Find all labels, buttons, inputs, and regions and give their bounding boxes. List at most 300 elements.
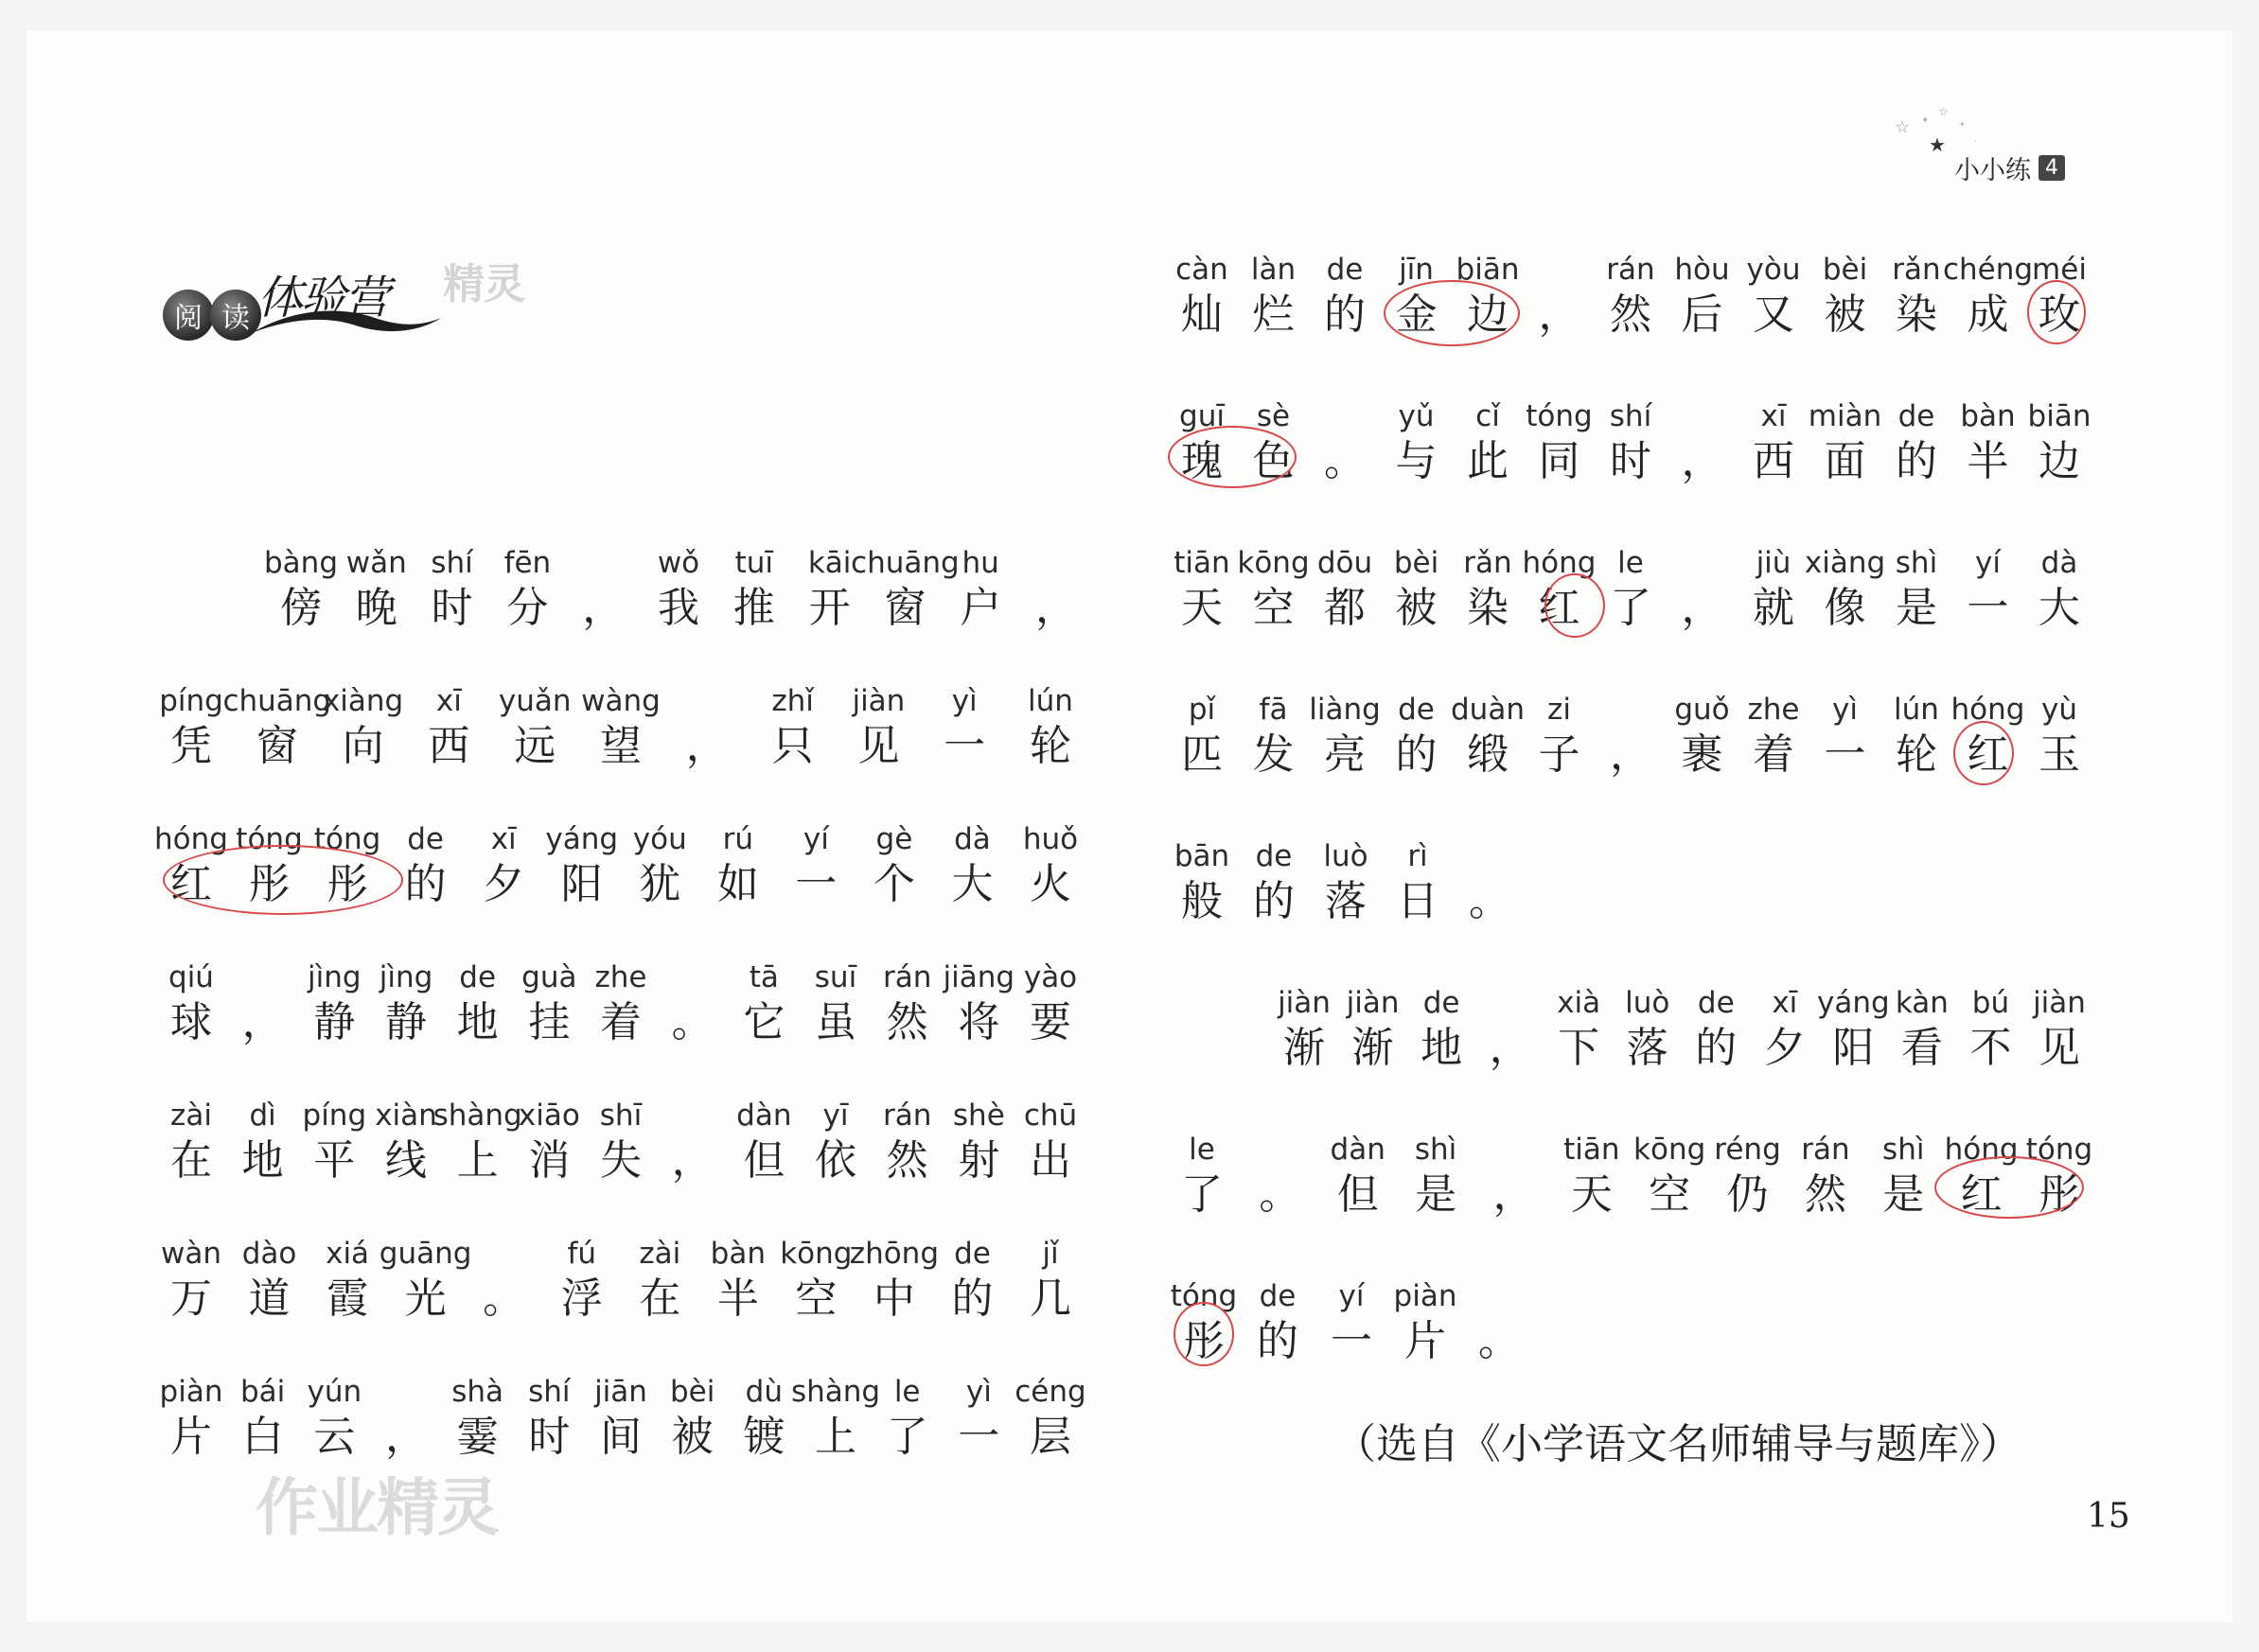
pinyin: guà [521, 960, 577, 994]
hanzi: 傍 [280, 584, 322, 632]
pinyin: bàn [1960, 399, 2016, 433]
hanzi: 的 [1253, 877, 1295, 925]
pinyin: fēn [503, 546, 552, 580]
hanzi: 球 [170, 998, 212, 1046]
char-cell [2021, 692, 2097, 782]
hanzi: 霞 [326, 1274, 369, 1323]
hanzi: 后 [1681, 290, 1723, 339]
pinyin: réng [1714, 1133, 1781, 1167]
pinyin: kàn [1895, 986, 1949, 1020]
pinyin: bèi [1393, 546, 1439, 580]
pinyin: tóng [1170, 1279, 1238, 1313]
hanzi: 半 [1967, 437, 2009, 485]
pinyin: yì [965, 1375, 992, 1409]
logo-bubble-2: 读 [210, 290, 261, 341]
hanzi: 一 [1967, 584, 2009, 632]
hanzi: 是 [1882, 1170, 1925, 1219]
pinyin: céng [1015, 1375, 1086, 1409]
hanzi: 在 [639, 1274, 681, 1323]
pinyin: zhǐ [771, 684, 814, 718]
hanzi: 夕 [483, 860, 525, 908]
pinyin: yào [1023, 960, 1078, 994]
hanzi: 。 [1324, 437, 1366, 485]
hanzi: 匹 [1181, 730, 1223, 779]
hanzi: ， [1538, 290, 1580, 339]
hanzi: 时 [1610, 437, 1651, 485]
pinyin: lún [1894, 693, 1939, 727]
hanzi: 地 [241, 1136, 284, 1185]
hanzi: 在 [170, 1136, 212, 1185]
pinyin: suī [814, 960, 857, 994]
hanzi: ， [582, 584, 625, 632]
pinyin: de [1259, 1279, 1297, 1313]
hanzi: 着 [1753, 730, 1794, 779]
logo-script-text: 体验营 [257, 272, 389, 325]
lesson-number-badge: 4 [2038, 155, 2065, 181]
pinyin: luò [1323, 839, 1368, 873]
hanzi: 玫 [2038, 290, 2080, 339]
pinyin [1395, 838, 1584, 874]
pinyin: yáng [545, 822, 619, 856]
pinyin: chuāng [851, 546, 960, 580]
pinyin: guǒ [1674, 693, 1730, 727]
pinyin: bú [1971, 986, 2010, 1020]
hanzi: 虽 [815, 998, 856, 1046]
pinyin: de [1326, 253, 1364, 287]
pinyin: shí [1609, 399, 1652, 433]
hanzi: 空 [1649, 1170, 1691, 1219]
pinyin: càn [1175, 253, 1228, 287]
pinyin: shàng [790, 1375, 881, 1409]
lesson-label: 小小练 [1954, 155, 2031, 185]
hanzi: 边 [2038, 437, 2080, 485]
pinyin: tóng [1526, 399, 1593, 433]
hanzi: 上 [456, 1136, 499, 1185]
hanzi: 着 [600, 998, 642, 1046]
hanzi: 然 [1610, 290, 1651, 339]
pinyin: duàn [1451, 693, 1525, 727]
hanzi: 浮 [560, 1274, 603, 1323]
hanzi: 红 [1967, 730, 2009, 779]
char-cell [2021, 545, 2097, 636]
hanzi: 。 [1469, 877, 1510, 925]
hanzi: 缎 [1467, 730, 1509, 779]
pinyin: jìng [379, 960, 433, 994]
hanzi: 片 [170, 1413, 212, 1461]
pinyin: yí [803, 822, 829, 856]
pinyin: píng [159, 684, 223, 718]
hanzi: 彤 [326, 860, 369, 908]
hanzi: 染 [1467, 584, 1509, 632]
hanzi: 它 [743, 998, 785, 1046]
hanzi: 看 [1900, 1024, 1943, 1072]
hanzi: 射 [958, 1136, 1000, 1185]
pinyin: cǐ [1475, 399, 1500, 433]
logo-watermark-text: 精灵 [443, 260, 524, 308]
hanzi: 。 [671, 998, 714, 1046]
pinyin: rǎn [1892, 253, 1941, 287]
pinyin: dōu [1316, 546, 1373, 580]
pinyin: tā [749, 960, 779, 994]
pinyin: fā [1259, 693, 1288, 727]
pinyin: qiú [168, 960, 214, 994]
hanzi: 几 [1030, 1274, 1071, 1323]
pinyin: xià [1557, 986, 1601, 1020]
pinyin: dà [2040, 546, 2078, 580]
hanzi: 万 [170, 1274, 212, 1323]
pinyin: guī [1179, 399, 1225, 433]
pinyin: bān [1174, 839, 1230, 873]
hanzi: 的 [404, 860, 447, 908]
text-line [0, 252, 2259, 343]
hanzi: 。 [1259, 1170, 1301, 1219]
hanzi: 个 [873, 860, 915, 908]
pinyin: de [1897, 399, 1935, 433]
hanzi: 彤 [1183, 1317, 1225, 1365]
pinyin: xī [1772, 986, 1798, 1020]
text-line [0, 692, 2259, 782]
svg-text:★: ★ [1929, 133, 1946, 156]
pinyin: yáng [1817, 986, 1890, 1020]
hanzi: 是 [1896, 584, 1937, 632]
svg-text:·: · [1974, 137, 1977, 146]
pinyin: dì [249, 1098, 276, 1133]
text-line [0, 545, 2259, 636]
pinyin: shì [1414, 1133, 1457, 1167]
pinyin: de [459, 960, 497, 994]
pinyin: yí [1338, 1279, 1365, 1313]
hanzi: 窗 [884, 584, 927, 632]
hanzi: 云 [313, 1413, 356, 1461]
text-line [0, 985, 2259, 1076]
hanzi: 见 [2038, 1024, 2080, 1072]
pinyin: zhe [594, 960, 647, 994]
hanzi: 的 [1324, 290, 1366, 339]
pinyin: bèi [669, 1375, 715, 1409]
lesson-tag [1954, 147, 2065, 188]
pinyin: hóng [154, 822, 228, 856]
pinyin: yún [307, 1375, 362, 1409]
hanzi: 般 [1181, 877, 1223, 925]
pinyin: le [893, 1375, 921, 1409]
hanzi: 一 [1331, 1317, 1372, 1365]
pinyin: xiàng [1804, 546, 1886, 580]
hanzi: 层 [1030, 1413, 1071, 1461]
pinyin: jiān [594, 1375, 647, 1409]
hanzi: 一 [795, 860, 838, 908]
pinyin: rì [1407, 839, 1428, 873]
pinyin: bàng [264, 546, 338, 580]
hanzi: 时 [528, 1413, 571, 1461]
pinyin: wǎn [345, 546, 407, 580]
pinyin: dào [241, 1237, 297, 1271]
hanzi: ， [1035, 584, 1077, 632]
pinyin: yóu [632, 822, 687, 856]
pinyin: de [1422, 986, 1460, 1020]
char-cell [2021, 985, 2097, 1076]
pinyin: dà [954, 822, 991, 856]
hanzi: 依 [815, 1136, 856, 1185]
pinyin: méi [2032, 253, 2087, 287]
hanzi: 同 [1538, 437, 1580, 485]
pinyin: xiá [326, 1237, 370, 1271]
hanzi: 落 [1626, 1024, 1668, 1072]
pinyin: dù [745, 1375, 783, 1409]
hanzi: 空 [1252, 584, 1295, 632]
pinyin: xī [1760, 399, 1787, 433]
pinyin: hóng [1944, 1133, 2019, 1167]
hanzi: 天 [1570, 1170, 1613, 1219]
pinyin: xiāo [518, 1098, 580, 1133]
hanzi: 大 [2038, 584, 2080, 632]
hanzi: 夕 [1763, 1024, 1806, 1072]
pinyin: chuāng [222, 684, 332, 718]
hanzi: 了 [886, 1413, 928, 1461]
hanzi: 静 [313, 998, 356, 1046]
text-line [0, 1132, 2259, 1222]
hanzi: 的 [1896, 437, 1937, 485]
pinyin: wàng [581, 684, 661, 718]
hanzi: 彤 [248, 860, 291, 908]
hanzi: 但 [1336, 1170, 1379, 1219]
pinyin: tuī [734, 546, 773, 580]
pinyin: bàn [710, 1237, 766, 1271]
char-cell [2021, 1132, 2097, 1222]
hanzi: 又 [1753, 290, 1794, 339]
pinyin: rán [882, 960, 932, 994]
pinyin: tiān [1563, 1133, 1620, 1167]
pinyin: le [1189, 1133, 1215, 1167]
hanzi: 灿 [1181, 290, 1223, 339]
pinyin: hóng [1950, 693, 2025, 727]
hanzi: 远 [514, 722, 556, 770]
hanzi: 出 [1030, 1136, 1071, 1185]
hanzi: 。 [483, 1274, 525, 1323]
hanzi: 窗 [256, 722, 298, 770]
pinyin: hòu [1674, 253, 1730, 287]
pinyin: hu [962, 546, 999, 580]
hanzi: 西 [1753, 437, 1794, 485]
pinyin: zi [1547, 693, 1571, 727]
pinyin: jiàn [1346, 986, 1400, 1020]
hanzi: 凭 [170, 722, 212, 770]
pinyin: sè [1256, 399, 1291, 433]
hanzi: 白 [241, 1413, 284, 1461]
pinyin: biān [2027, 399, 2091, 433]
hanzi: 金 [1395, 290, 1438, 339]
hanzi: 地 [1421, 1024, 1463, 1072]
pinyin: shí [528, 1375, 571, 1409]
hanzi: 一 [958, 1413, 1000, 1461]
hanzi: 阳 [560, 860, 603, 908]
hanzi: 西 [428, 722, 470, 770]
pinyin: jiāng [943, 960, 1015, 994]
hanzi: 彤 [2038, 1170, 2080, 1219]
svg-text:☆: ☆ [1895, 117, 1911, 137]
hanzi: 发 [1252, 730, 1295, 779]
pinyin: chū [1023, 1098, 1078, 1133]
hanzi: 然 [886, 1136, 928, 1185]
hanzi: 了 [1610, 584, 1651, 632]
pinyin: dàn [1330, 1133, 1385, 1167]
pinyin: kāi [807, 546, 852, 580]
hanzi: 一 [944, 722, 986, 770]
pinyin: jiàn [852, 684, 906, 718]
hanzi: 空 [795, 1274, 838, 1323]
char-cell [1013, 1374, 1088, 1465]
hanzi: 轮 [1896, 730, 1937, 779]
pinyin: tóng [2025, 1133, 2093, 1167]
hanzi: 不 [1969, 1024, 2012, 1072]
hanzi: 地 [456, 998, 499, 1046]
svg-text:✦: ✦ [1921, 115, 1930, 126]
hanzi: 时 [431, 584, 473, 632]
pinyin: zhōng [849, 1237, 940, 1271]
pinyin: yì [951, 684, 978, 718]
hanzi: 边 [1467, 290, 1509, 339]
pinyin: tóng [236, 822, 303, 856]
pinyin: shè [952, 1098, 1005, 1133]
hanzi: 亮 [1324, 730, 1366, 779]
logo-bubble-1: 阅 [163, 290, 214, 341]
hanzi: ， [1492, 1170, 1535, 1219]
hanzi: 是 [1415, 1170, 1457, 1219]
hanzi: 但 [743, 1136, 785, 1185]
pinyin: de [407, 822, 444, 856]
pinyin: guāng [379, 1237, 472, 1271]
pinyin: yuǎn [498, 684, 572, 718]
watermark: 作业精灵 [256, 1471, 498, 1544]
hanzi: ， [385, 1413, 427, 1461]
pinyin: biān [1456, 253, 1520, 287]
hanzi: 裹 [1681, 730, 1723, 779]
hanzi: ， [1681, 437, 1723, 485]
pinyin: gè [875, 822, 913, 856]
pinyin: rǎn [1463, 546, 1512, 580]
pinyin: huǒ [1022, 822, 1079, 856]
hanzi: 都 [1324, 584, 1366, 632]
hanzi: 渐 [1283, 1024, 1325, 1072]
hanzi: 推 [732, 584, 775, 632]
pinyin: kōng [1633, 1133, 1706, 1167]
text-line [0, 1278, 2259, 1369]
pinyin: tóng [313, 822, 381, 856]
pinyin: de [1697, 986, 1735, 1020]
hanzi: 与 [1395, 437, 1438, 485]
char-cell [1452, 838, 1527, 929]
page-number: 15 [2087, 1497, 2130, 1536]
source-citation: （选自《小学语文名师辅导与题库》） [1334, 1420, 2021, 1468]
hanzi: ， [1489, 1024, 1531, 1072]
hanzi: 一 [1824, 730, 1866, 779]
hanzi: 将 [958, 998, 1000, 1046]
pinyin: liàng [1309, 693, 1381, 727]
hanzi: 的 [1257, 1317, 1298, 1365]
hanzi: 被 [671, 1413, 714, 1461]
pinyin: yù [2041, 693, 2077, 727]
hanzi: ， [241, 998, 284, 1046]
hanzi: 红 [1538, 584, 1580, 632]
hanzi: 分 [506, 584, 549, 632]
pinyin: luò [1625, 986, 1670, 1020]
pinyin: zài [639, 1237, 681, 1271]
hanzi: 的 [951, 1274, 994, 1323]
pinyin: jìng [308, 960, 362, 994]
hanzi: 天 [1181, 584, 1223, 632]
pinyin: shī [599, 1098, 643, 1133]
hanzi: 成 [1967, 290, 2009, 339]
hanzi: 此 [1467, 437, 1509, 485]
pinyin: jiàn [2033, 986, 2086, 1020]
hanzi: 红 [170, 860, 212, 908]
pinyin: piàn [159, 1375, 223, 1409]
hanzi: 然 [1804, 1170, 1846, 1219]
pinyin: zài [170, 1098, 212, 1133]
pinyin: yī [822, 1098, 849, 1133]
hanzi: 中 [873, 1274, 915, 1323]
hanzi: 瑰 [1181, 437, 1223, 485]
hanzi: 面 [1824, 437, 1866, 485]
pinyin: de [1255, 839, 1293, 873]
pinyin: jīn [1399, 253, 1434, 287]
pinyin: kōng [780, 1237, 853, 1271]
pinyin: jiàn [1278, 986, 1331, 1020]
hanzi: 霎 [456, 1413, 499, 1461]
hanzi: 落 [1325, 877, 1367, 925]
hanzi: 镀 [743, 1413, 785, 1461]
pinyin: le [1617, 546, 1644, 580]
hanzi: 。 [1478, 1317, 1520, 1365]
text-line [0, 398, 2259, 489]
pinyin: de [1398, 693, 1435, 727]
hanzi: 子 [1538, 730, 1580, 779]
pinyin: bèi [1822, 253, 1868, 287]
pinyin: yí [1975, 546, 2001, 580]
hanzi: 户 [960, 584, 1002, 632]
hanzi: 了 [1181, 1170, 1223, 1219]
pinyin: yì [1832, 693, 1858, 727]
hanzi: 火 [1030, 860, 1071, 908]
pinyin: rán [1606, 253, 1655, 287]
hanzi: 光 [404, 1274, 447, 1323]
hanzi: 开 [808, 584, 851, 632]
char-cell [2021, 252, 2097, 343]
hanzi: ， [685, 722, 728, 770]
pinyin: jiù [1756, 546, 1791, 580]
pinyin: wàn [161, 1237, 221, 1271]
hanzi: 渐 [1351, 1024, 1394, 1072]
pinyin: rán [882, 1098, 932, 1133]
hanzi: 静 [385, 998, 427, 1046]
pinyin: shì [1895, 546, 1938, 580]
hanzi: 然 [886, 998, 928, 1046]
hanzi: 仍 [1726, 1170, 1769, 1219]
pinyin: wǒ [657, 546, 700, 580]
hanzi: 向 [342, 722, 384, 770]
pinyin: miàn [1808, 399, 1882, 433]
hanzi: 要 [1030, 998, 1071, 1046]
pinyin: shàng [432, 1098, 522, 1133]
pinyin [1404, 1278, 1594, 1314]
pinyin: xiàn [375, 1098, 437, 1133]
pinyin: làn [1250, 253, 1297, 287]
hanzi: 阳 [1832, 1024, 1875, 1072]
pinyin: zhe [1747, 693, 1800, 727]
hanzi: 只 [771, 722, 814, 770]
pinyin: chéng [1942, 253, 2034, 287]
svg-text:☆: ☆ [1938, 106, 1949, 118]
pinyin: shí [431, 546, 473, 580]
